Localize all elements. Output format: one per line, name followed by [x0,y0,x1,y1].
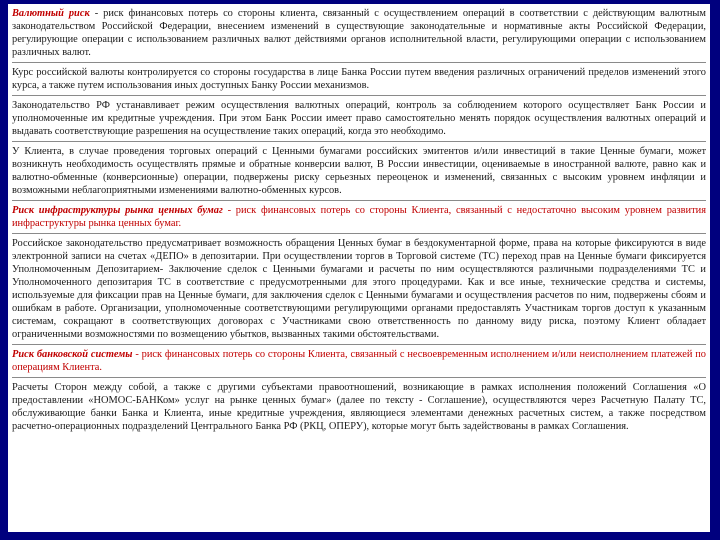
paragraph-currency-risk [12,4,706,63]
depository-text: Российское законодательство предусматривает возможность обращения Ценных бумаг в бездокументарной форме, права на которые фиксируются в виде электронной записи на счетах «ДЕПО» в депозитарии. При осуществлении торгов в Торговой системе (ТС) переход прав на Ценные бумаги фиксируется Уполномоченным Депозитарием- Заключение сделок с Ценными бумагами и расчеты по ним осуществляются различными подразделениями ТС и Уполномоченного депозитария ТС в соответствие с предусмотренными для этого процедурами. Как и все иные, технические средства и системы, используемые для фиксации прав на Ценные бумаги, для заключения сделок с Ценными бумагами и осуществления расчетов по ним, подвержены сбоям и ошибкам в работе. Организации, уполномоченные соответствующими регулирующими органами предоставлять Участникам торгов доступ к указанным системам, сокращают в соответствующих договорах с Участниками свою ответственность по данному виду риска, поэтому Клиент обладает ограниченными возможностями по возмещению убытков, вызванных такими обстоятельствами. [12,238,706,340]
infrastructure-risk-definition: - риск финансовых потерь со стороны Клиента, связанный с недостаточно высоким уровнем развития инфраструктуры рынка ценных бумаг. [12,205,706,229]
paragraph-exchange-rate-control [12,63,706,96]
banking-risk-title: Риск банковской системы [12,349,133,360]
paragraph-depository [12,234,706,345]
paragraph-legislation [12,96,706,142]
currency-risk-title: Валютный риск [12,8,90,19]
paragraph-settlements [12,378,706,436]
document-panel [8,4,710,532]
paragraph-conversion [12,142,706,201]
banking-risk-definition: - риск финансовых потерь со стороны Клиента, связанный с несвоевременным исполнением и/или неисполнением платежей по операциям Клиента. [12,349,706,373]
currency-risk-definition: - риск финансовых потерь со стороны клиента, связанный с осуществлением операций в соответствии с действующим валютным законодательством Российской Федерации, внесением изменений в существующие законодательные и нормативные акты Российской Федерации, регулирующие операции с использованием различных валют действиями органов исполнительной власти, регулирующими операции с использованием различных валют. [12,8,706,58]
paragraph-infrastructure-risk [12,201,706,234]
infrastructure-risk-title: Риск инфраструктуры рынка ценных бумаг [12,205,223,216]
paragraph-banking-risk [12,345,706,378]
legislation-text: Законодательство РФ устанавливает режим осуществления валютных операций, контроль за соблюдением которого осуществляет Банк России и уполномоченные им кредитные учреждения. При этом Банк России имеет право самостоятельно менять порядок осуществления валютных операций и выдавать соответствующие разрешения на осуществление таких операций, когда это необходимо. [12,100,706,137]
settlements-text: Расчеты Сторон между собой, а также с другими субъектами правоотношений, возникающие в рамках исполнения положений Соглашения «О предоставлении «НОМОС-БАНКом» услуг на рынке ценных бумаг» (далее по тексту - Соглашение), осуществляются через Расчетную Палату ТС, обслуживающие банки Банка и Клиента, иные кредитные учреждения, являющиеся элементами денежных расчетных систем, а также посредством расчетно-операционных подразделений Центрального Банка РФ (РКЦ, ОПЕРУ), которые могут быть задействованы в рамках Соглашения. [12,382,706,432]
conversion-text: У Клиента, в случае проведения торговых операций с Ценными бумагами российских эмитентов и/или инвестиций в такие Ценные бумаги, может возникнуть необходимость осуществлять прямые и обратные конверсии валют, В России инвестиции, оцениваемые в иностранной валюте, равно как и валютно-обменные (конверсионные) операции, подвержены риску серьезных переоценок и изменений, связанных с высоким уровнем инфляции и возможными неблагоприятными изменениями валютно-обменных курсов. [12,146,706,196]
exchange-rate-control-text: Курс российской валюты контролируется со стороны государства в лице Банка России путем введения различных ограничений пределов изменений этого курса, а также путем использования иных доступных Банку России механизмов. [12,67,706,91]
